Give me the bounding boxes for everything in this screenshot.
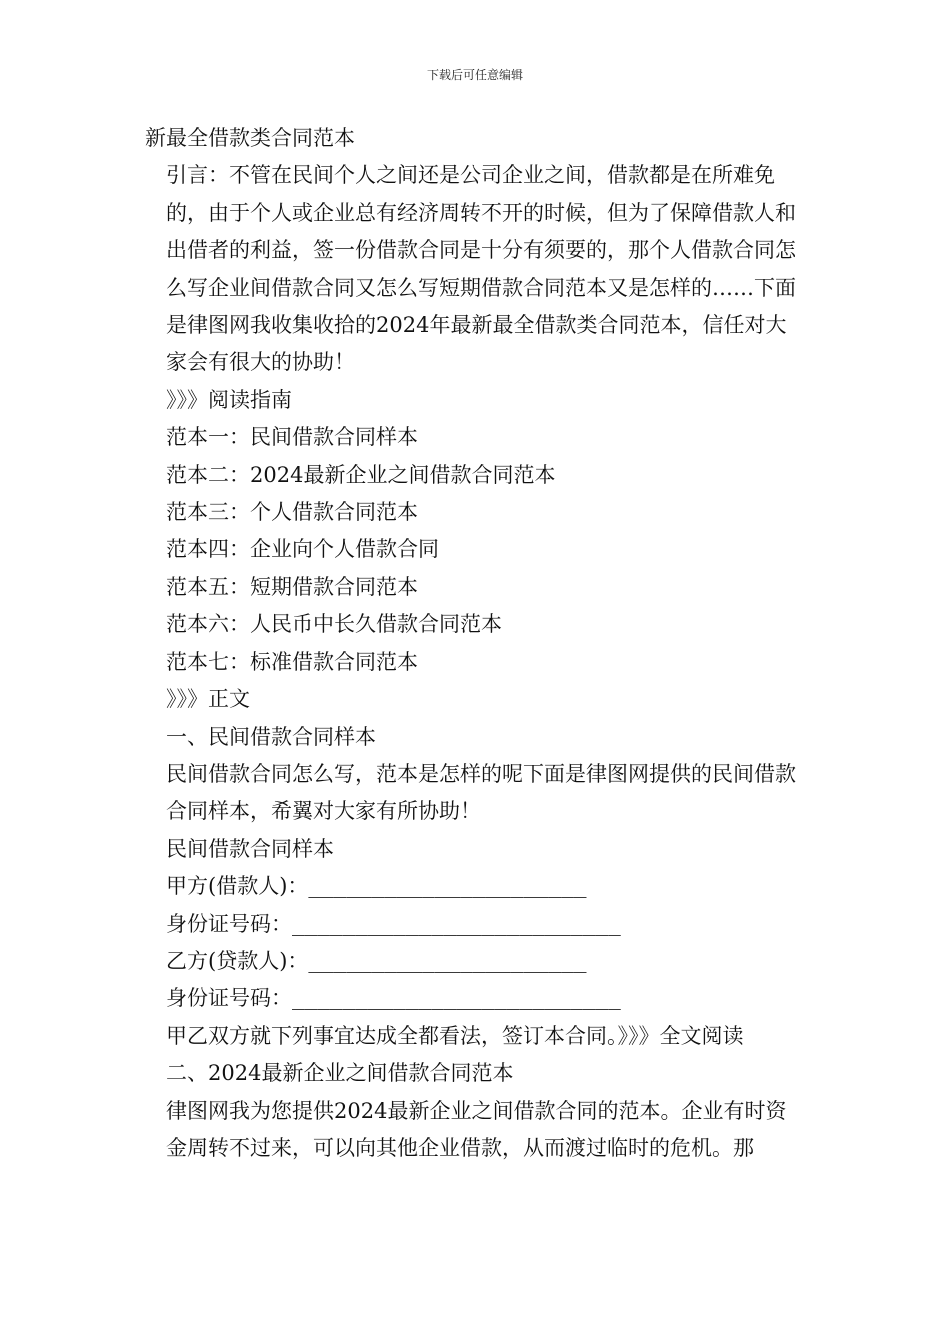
field-lender-id — [145, 980, 807, 1017]
field-blank: ______________________ — [308, 948, 587, 973]
field-lender — [145, 943, 807, 980]
reading-guide-heading: 》》》阅读指南 — [166, 387, 292, 412]
field-borrower — [145, 868, 807, 905]
document-body — [145, 120, 807, 1167]
section-2-paragraph: 律图网我为您提供2024最新企业之间借款合同的范本。企业有时资金周转不过来，可以向其他企业借款，从而渡过临时的危机。那 — [166, 1098, 787, 1160]
section-2-title: 二、2024最新企业之间借款合同范本 — [166, 1061, 514, 1086]
guide-item-4: 范本四：企业向个人借款合同 — [166, 537, 439, 562]
field-label: 身份证号码： — [166, 986, 292, 1011]
field-blank: __________________________ — [292, 986, 621, 1011]
field-borrower-id — [145, 906, 807, 943]
guide-item-2: 范本二：2024最新企业之间借款合同范本 — [166, 462, 556, 487]
field-label: 身份证号码： — [166, 911, 292, 936]
section-1-title: 一、民间借款合同样本 — [166, 724, 376, 749]
guide-item-7: 范本七：标准借款合同范本 — [166, 649, 418, 674]
page-header-note: 下载后可任意编辑 — [426, 68, 523, 82]
guide-item-5: 范本五：短期借款合同范本 — [166, 574, 418, 599]
section-1-closing: 甲乙双方就下列事宜达成全都看法，签订本合同。》》》全文阅读 — [166, 1023, 744, 1048]
guide-item-1: 范本一：民间借款合同样本 — [166, 425, 418, 450]
guide-item-6: 范本六：人民币中长久借款合同范本 — [166, 612, 502, 637]
field-blank: __________________________ — [292, 911, 621, 936]
field-blank: ______________________ — [308, 874, 587, 899]
section-1-paragraph: 民间借款合同怎么写，范本是怎样的呢下面是律图网提供的民间借款合同样本，希翼对大家有所协助！ — [166, 761, 796, 824]
intro-paragraph: 引言：不管在民间个人之间还是公司企业之间，借款都是在所难免的，由于个人或企业总有经济周转不开的时候，但为了保障借款人和出借者的利益，签一份借款合同是十分有须要的，那个人借款合同怎么写企业间借款合同又怎么写短期借款合同范本又是怎样的……下面是律图网我收集收拾的2024年最新最全借款类合同范本，信任对大家会有很大的协助！ — [166, 163, 796, 375]
document-title: 新最全借款类合同范本 — [145, 126, 355, 150]
body-heading: 》》》正文 — [166, 687, 250, 712]
guide-item-3: 范本三：个人借款合同范本 — [166, 500, 418, 525]
field-label: 乙方(贷款人)： — [166, 948, 309, 973]
section-1-subtitle: 民间借款合同样本 — [166, 836, 334, 861]
field-label: 甲方(借款人)： — [166, 874, 309, 899]
